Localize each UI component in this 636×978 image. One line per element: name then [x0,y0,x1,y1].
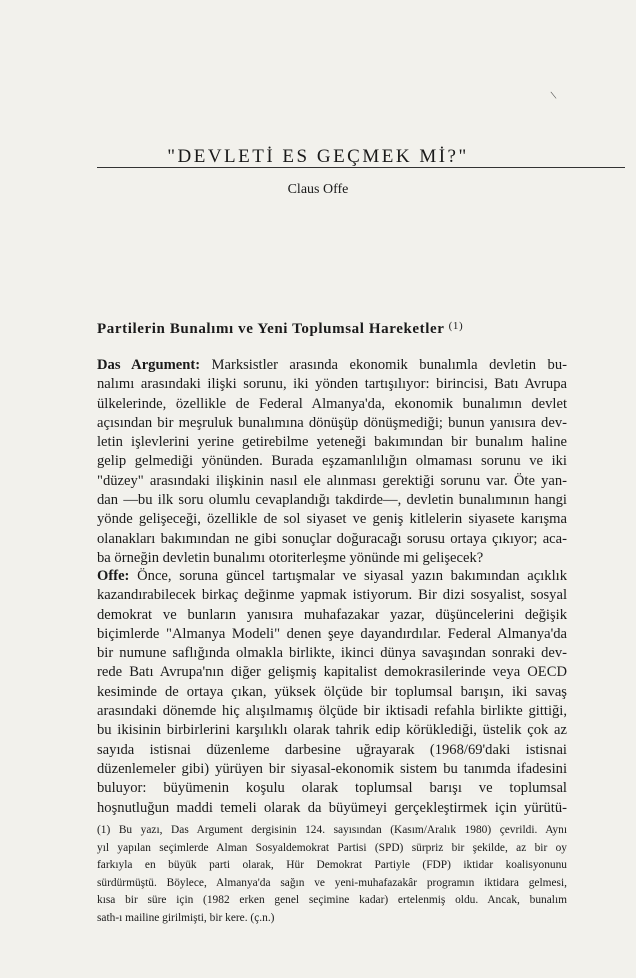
footnote-line: sath-ı mailine girilmişti, bir kere. (ç.n.) [97,911,275,924]
paragraph-line: arasındaki dönemde hiç alışılmamış ölçüde bir iktisadi refahla birlikte gittiği, [97,703,567,720]
paragraph-line: düzenlemeler gibi) yürüyen bir siyasal-ekonomik sistem bu tanımda ifadesini [97,760,567,777]
footnote-line: (1) Bu yazı, Das Argument dergisinin 124. sayısından (Kasım/Aralık 1980) çevrildi. Aynı [97,824,567,836]
footnote-line: sürdürmüştü. Böylece, Almanya'da sağın ve yeni-muhafazakâr programın iktidara gelmesi, [97,876,567,889]
speaker-label: Das Argument: [97,357,201,373]
paragraph-line: kesiminde de ortaya çıkan, yüksek ölçüde bir toplumsal barışın, iki savaş [97,683,567,700]
speaker-label: Offe: [97,568,130,584]
article-title: "DEVLETİ ES GEÇMEK Mİ?" [167,146,469,167]
footnote-line: kısa bir süre için (1982 erken genel seçimine kadar) ertelenmiş oldu. Ancak, bunalım [97,894,567,906]
author-name: Claus Offe [287,182,349,197]
title-rule [97,167,625,168]
margin-mark: \ [549,87,558,103]
paragraph-line: rede Batı Avrupa'nın diğer gelişmiş kapitalist demokrasilerinde veya OECD [97,664,567,681]
paragraph-line: ülkelerinde, özellikle de Federal Almanya'da, ekonomik bunalımın devlet [97,395,567,412]
paragraph-line: hoşnutluğun maddi temeli olarak da büyümeyi gerçekleştirmek için yürütü- [97,799,567,816]
paragraph-line: sayıda istisnai düzenleme darbesine uğrayarak (1968/69'daki istisnai [97,741,567,758]
paragraph-line: gelip gelmediği yönünden. Burada eşzamanlılığın olmaması sorunu ve iki [97,453,567,470]
paragraph-das-argument [97,356,567,568]
paragraph-line: nalımı arasındaki ilişki sorunu, iki yönden tartışılıyor: birincisi, Batı Avrupa [97,376,567,393]
paragraph-line: "düzey" arasındaki ilişkinin nasıl ele alınması gerektiği sorunu var. Öte yan- [97,472,567,489]
paragraph-line: dan —bu ilk soru olumlu cevaplandığı takdirde—, devletin bunalımının hangi [97,492,567,509]
paragraph-offe [97,567,567,818]
paragraph-line: yönde gelişeceği, özellikle de sol siyaset ve geniş kitlelerin siyasete karışma [97,511,567,528]
paragraph-line: bu ikisinin birbirlerini karşılıklı olarak tahrik edip körüklediği, üstelik çok az [97,722,567,739]
paragraph-line: olanakları bakımından ne gibi sonuçlar doğuracağı sorusu ortaya çıkıyor; aca- [97,530,567,547]
footnote [97,822,567,927]
paragraph-line: demokrat ve bunların yanısıra muhafazakar yazar, düşüncelerini değişik [97,606,567,623]
section-heading-text: Partilerin Bunalımı ve Yeni Toplumsal Hareketler [97,321,445,337]
paragraph-line: Offe: Önce, soruna güncel tartışmalar ve siyasal yazın bakımından açıklık [97,568,567,584]
paragraph-line: letin işlevlerini yerine getirebilme yeteneği bakımından bir bunalım haline [97,434,567,451]
paragraph-line: buluyor: büyümenin koşulu olarak toplumsal barışı ve toplumsal [97,780,567,797]
paragraph-line: ba örneğin devletin bunalımı otoriterleşme yönünde mi gelişecek? [97,549,484,566]
paragraph-line: biçimlerde "Almanya Modeli" denen şeye dayandırdılar. Federal Almanya'da [97,625,567,642]
paragraph-line: kazandırabilecek birkaç değinme yapmak istiyorum. Bir dizi sosyalist, sosyal [97,587,567,604]
footnote-line: yıl yapılan seçimlerde Alman Sosyaldemokrat Partisi (SPD) sürpriz bir şekilde, az bir oy [97,841,567,854]
footnote-line: farkıyla en büyük parti olarak, Hür Demokrat Partiyle (FDP) iktidar koalisyonunu [97,859,567,871]
paragraph-line: açısından bir meşruluk bunalımına dönüşüp dönüşmediği; bunun yanısıra dev- [97,414,567,431]
section-heading [97,320,463,338]
footnote-reference: (1) [448,320,464,332]
paragraph-line: bir numune saflığında olmakla birlikte, ikinci dünya savaşından sonraki dev- [97,645,567,662]
paragraph-line: Das Argument: Marksistler arasında ekonomik bunalımla devletin bu- [97,357,568,373]
